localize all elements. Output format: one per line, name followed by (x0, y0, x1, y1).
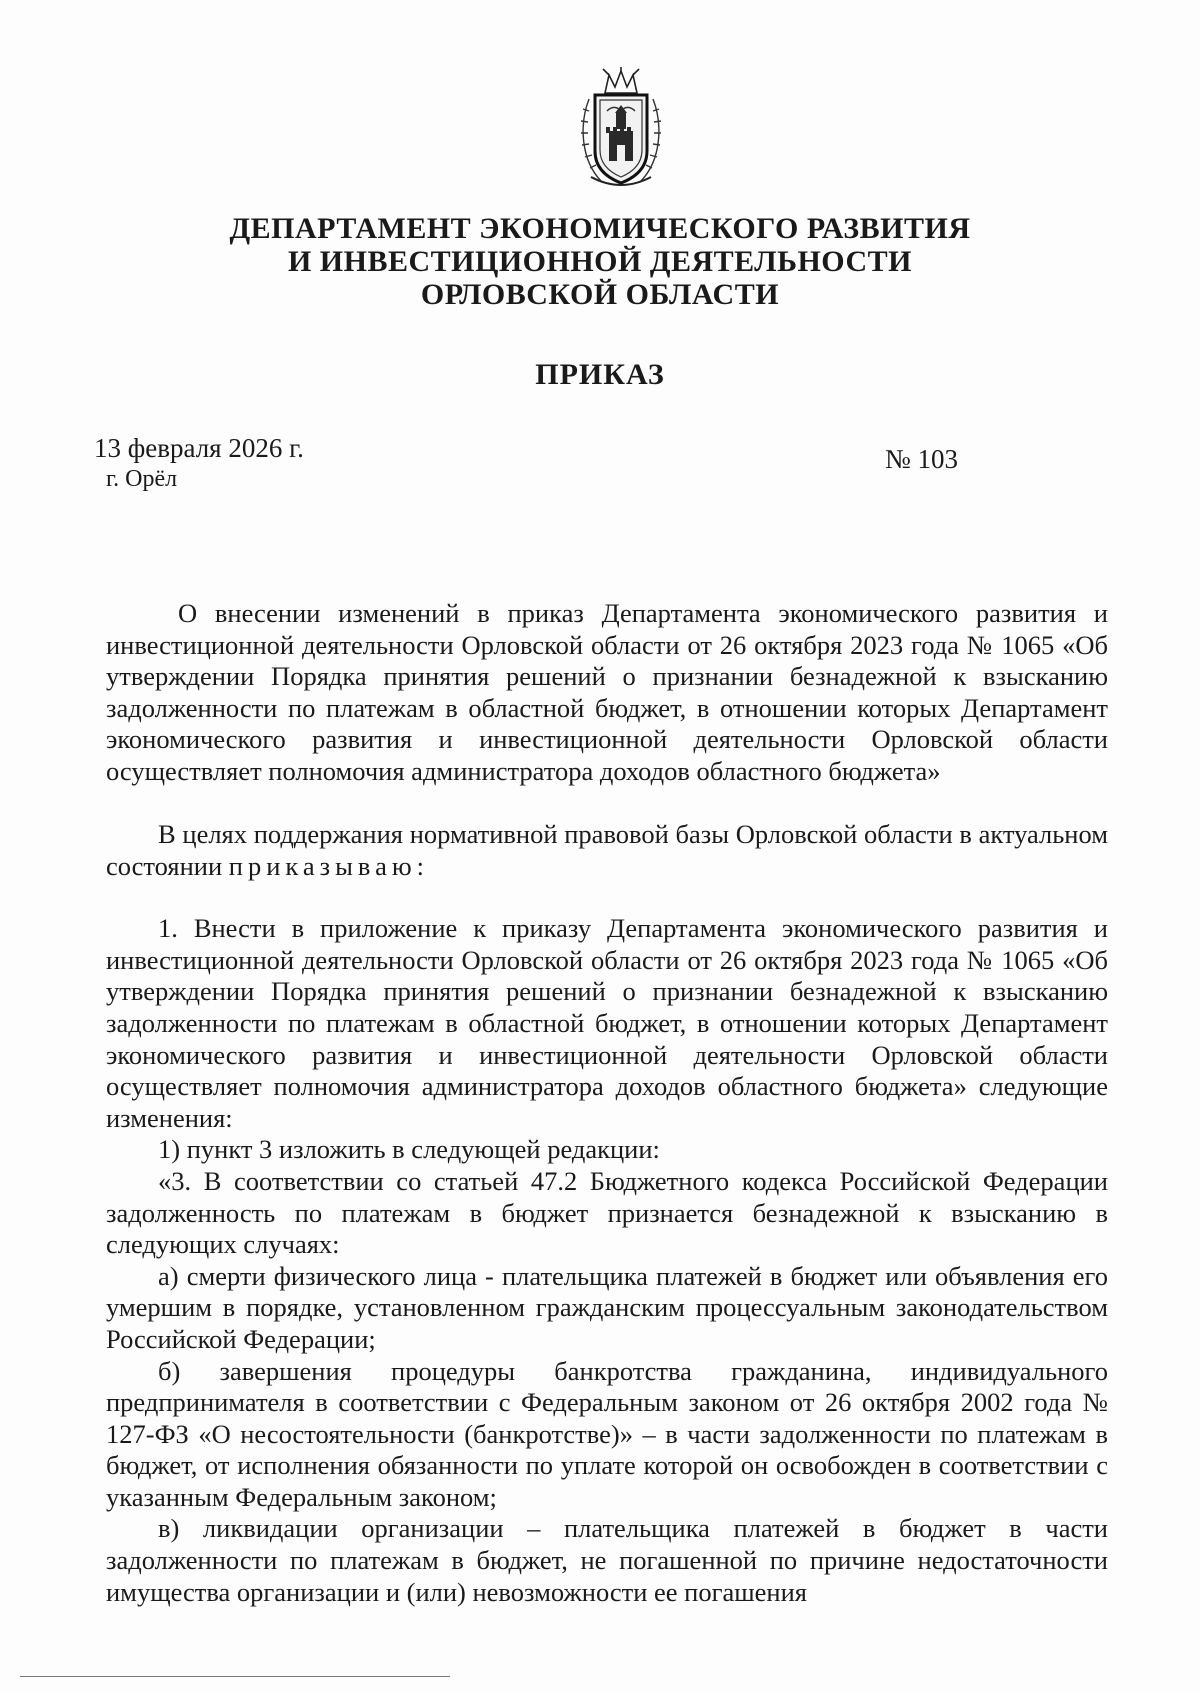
body-paragraph-3: «3. В соответствии со статьей 47.2 Бюджетного кодекса Российской Федерации задолженность по платежам в бюджет признается безнадежной к взысканию в следующих случаях: (106, 1165, 1108, 1260)
document-body (106, 819, 1108, 1608)
document-date: 13 февраля 2026 г. (94, 433, 304, 463)
document-type-title: ПРИКАЗ (535, 358, 665, 391)
body-paragraph-6: в) ликвидации организации – плательщика платежей в бюджет в части задолженности по платежам в бюджет, не погашенной по причине недостаточности имущества организации и (или) невозможности ее погашения (106, 1513, 1108, 1607)
document-number: № 103 (885, 444, 959, 474)
body-paragraph-5: б) завершения процедуры банкротства гражданина, индивидуального предпринимателя в соответствии с Федеральным законом от 26 октября 2002 года № 127-ФЗ «О несостоятельности (банкротстве)» – в части задолженности по платежам в бюджет, от исполнения обязанности по уплате которой он освобожден в соответствии с указанным Федеральным законом; (106, 1355, 1108, 1512)
preamble-command: приказываю: (228, 850, 429, 881)
department-header (200, 212, 1000, 311)
body-paragraph-4: а) смерти физического лица - плательщика платежей в бюджет или объявления его умершим в порядке, установленном гражданским процессуальным законодательством Российской Федерации; (106, 1260, 1108, 1354)
body-paragraph-1: 1. Внести в приложение к приказу Департамента экономического развития и инвестиционной деятельности Орловской области от 26 октября 2023 года № 1065 «Об утверждении Порядка принятия решений о признании безнадежной к взысканию задолженности по платежам в областной бюджет, в отношении которых Департамент экономического развития и инвестиционной деятельности Орловской области осуществляет полномочия администратора доходов областного бюджета» следующие изменения: (106, 913, 1108, 1133)
footer-divider (20, 1676, 450, 1677)
header-line-1: ДЕПАРТАМЕНТ ЭКОНОМИЧЕСКОГО РАЗВИТИЯ (229, 212, 971, 245)
coat-of-arms-icon (575, 65, 667, 190)
document-city: г. Орёл (106, 466, 178, 492)
preamble-paragraph (106, 819, 1108, 882)
body-paragraph-2: 1) пункт 3 изложить в следующей редакции: (158, 1134, 660, 1165)
header-line-2: И ИНВЕСТИЦИОННОЙ ДЕЯТЕЛЬНОСТИ (287, 245, 913, 278)
document-subject: О внесении изменений в приказ Департамента экономического развития и инвестиционной деятельности Орловской области от 26 октября 2023 года № 1065 «Об утверждении Порядка принятия решений о признании безнадежной к взысканию задолженности по платежам в областной бюджет, в отношении которых Департамент экономического развития и инвестиционной деятельности Орловской области осуществляет полномочия администратора доходов областного бюджета» (106, 598, 1108, 786)
preamble-text: В целях поддержания нормативной правовой базы Орловской области в актуальном состоянии (106, 819, 1108, 881)
header-line-3: ОРЛОВСКОЙ ОБЛАСТИ (420, 278, 780, 311)
